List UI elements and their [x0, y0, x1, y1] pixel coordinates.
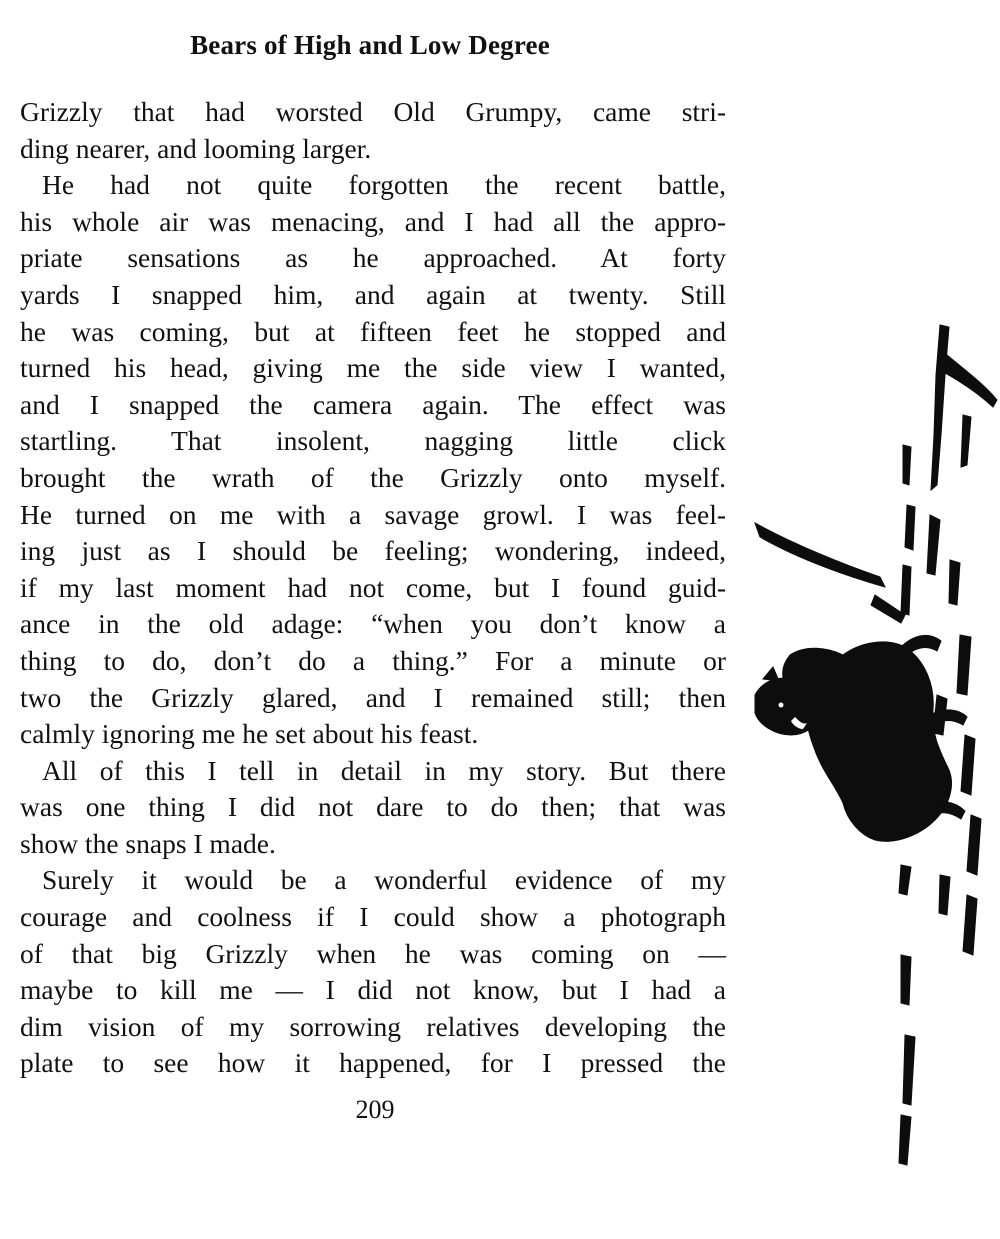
text-line: two the Grizzly glared, and I remained still; then — [20, 681, 726, 713]
text-line: plate to see how it happened, for I pressed the — [20, 1047, 726, 1079]
text-line: Surely it would be a wonderful evidence of my — [42, 864, 726, 896]
bear-cub-climbing-tree-icon — [735, 315, 1000, 1175]
text-line: ing just as I should be feeling; wondering, indeed, — [20, 535, 726, 567]
paragraph-4 — [20, 862, 726, 1082]
text-line: priate sensations as he approached. At forty — [20, 242, 726, 274]
text-line: and I snapped the camera again. The effect was — [20, 388, 726, 420]
text-line: startling. That insolent, nagging little click — [20, 425, 726, 457]
text-line: his whole air was menacing, and I had all the appro- — [20, 205, 726, 237]
text-line: He had not quite forgotten the recent battle, — [42, 169, 726, 201]
text-line: turned his head, giving me the side view I wanted, — [20, 352, 726, 384]
paragraph-3 — [20, 753, 726, 863]
text-line: if my last moment had not come, but I found guid- — [20, 571, 726, 603]
text-line: All of this I tell in detail in my story. But there — [42, 754, 726, 786]
text-line: of that big Grizzly when he was coming on — — [20, 937, 726, 969]
text-line: dim vision of my sorrowing relatives developing the — [20, 1010, 726, 1042]
running-head: Bears of High and Low Degree — [190, 30, 550, 60]
text-line: ance in the old adage: “when you don’t know a — [20, 608, 726, 640]
text-line: He turned on me with a savage growl. I was feel- — [20, 498, 726, 530]
page-number: 209 — [355, 1095, 395, 1124]
paragraph-1 — [20, 94, 726, 167]
text-line: yards I snapped him, and again at twenty. Still — [20, 278, 726, 310]
text-line: brought the wrath of the Grizzly onto myself. — [20, 461, 726, 493]
text-line: thing to do, don’t do a thing.” For a minute or — [20, 644, 726, 676]
text-line: Grizzly that had worsted Old Grumpy, came stri- — [20, 96, 726, 127]
text-line: was one thing I did not dare to do then; that was — [20, 791, 726, 823]
paragraph-2 — [20, 167, 726, 753]
text-line: show the snaps I made. — [20, 827, 276, 859]
text-line: courage and coolness if I could show a photograph — [20, 901, 726, 933]
text-line: maybe to kill me — I did not know, but I had a — [20, 974, 726, 1006]
text-line: ding nearer, and looming larger. — [20, 132, 372, 164]
text-line: he was coming, but at fifteen feet he stopped and — [20, 315, 726, 347]
text-line: calmly ignoring me he set about his feast. — [20, 718, 479, 750]
body-text — [20, 94, 726, 1082]
